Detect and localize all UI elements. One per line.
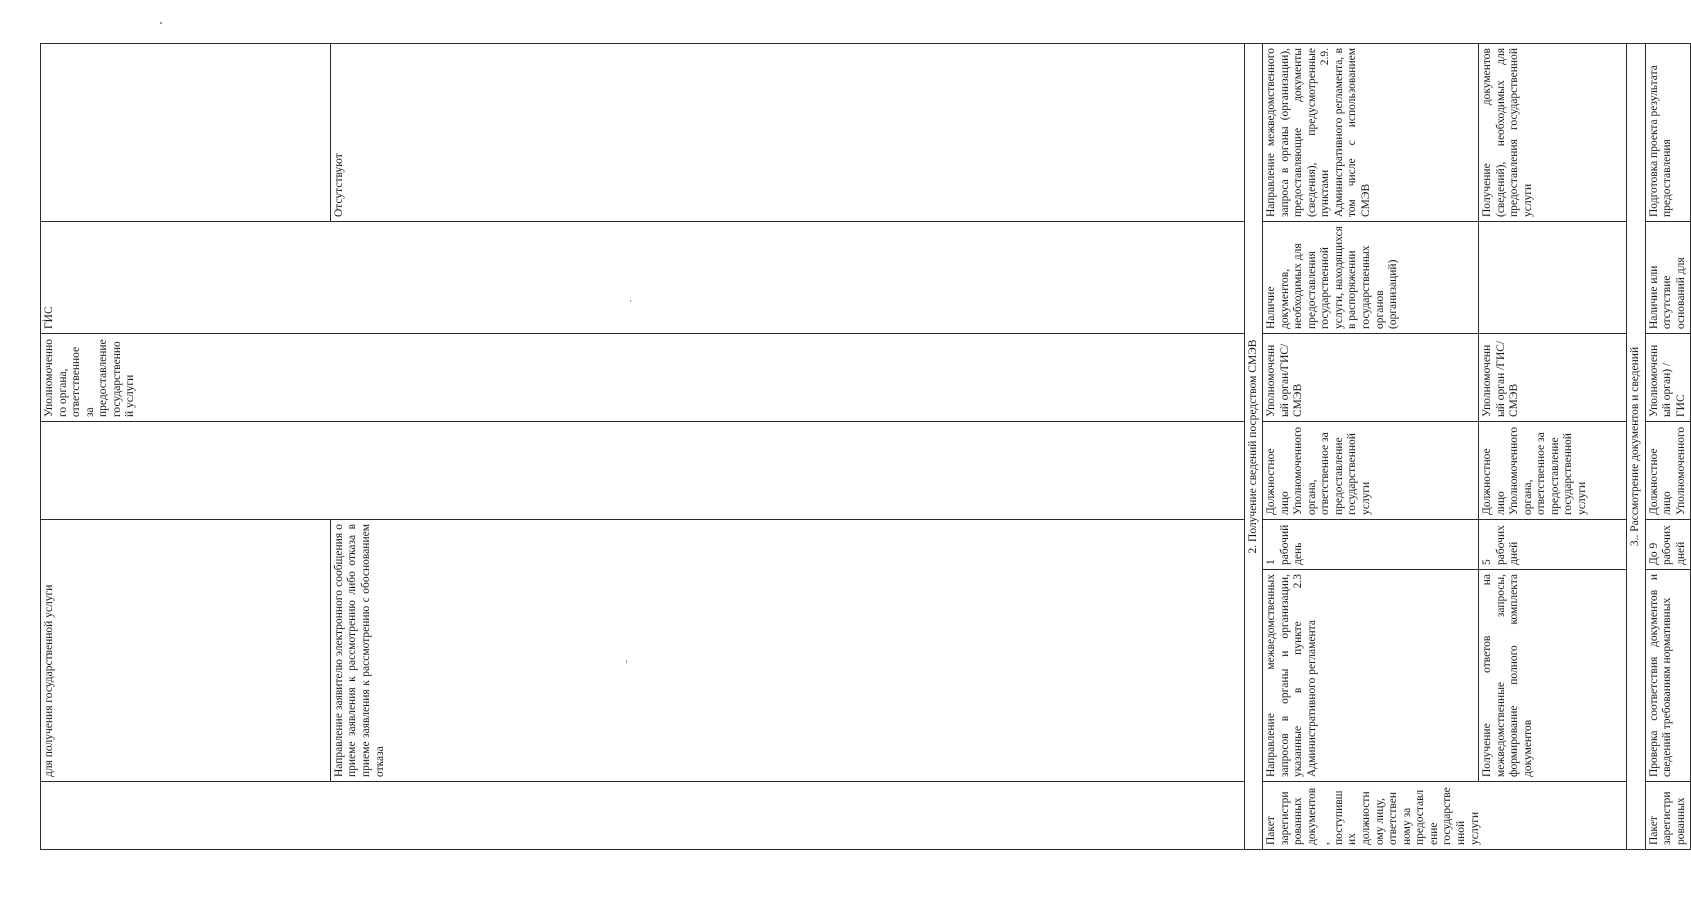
cell-text: Уполномоченный орган) / ГИС	[1645, 334, 1691, 422]
cell-text: Подготовка проекта результата предоставления	[1645, 44, 1691, 222]
section-heading-row	[1627, 44, 1646, 850]
cell-text: Должностное лицо Уполномоченного	[1645, 422, 1691, 520]
section-title: 3.. Рассмотрение документов и сведений	[1627, 44, 1646, 850]
cell-text: Направление межведомственных запросов в органы и организации, указанные в пункте 2.3 Административного регламента	[1263, 570, 1479, 782]
section-title: 2. Получение сведений посредством СМЭВ	[1244, 44, 1263, 850]
cell-text: Получение ответов на межведомственные запросы, формирование полного комплекта документов	[1479, 570, 1627, 782]
cell-text: Пакет зарегистрированных	[1645, 782, 1691, 850]
table-row	[1479, 44, 1627, 850]
cell-text: для получения государственной услуги	[41, 520, 331, 782]
cell-text: Наличие или отсутствие оснований для	[1645, 222, 1691, 334]
cell-text: Уполномоченный орган /ГИС/ СМЭВ	[1479, 334, 1627, 422]
cell-text: Направление заявителю электронного сообщения о приеме заявления к рассмотрению либо отказа в приеме заявления к рассмотрению с обоснованием отказа	[330, 520, 1244, 782]
cell-text: 1 рабочий день	[1263, 520, 1479, 570]
cell-text: Получение документов (сведений), необходимых для предоставления государственной услуги	[1479, 44, 1627, 222]
cell-text: Уполномоченный орган/ГИС/ СМЭВ	[1263, 334, 1479, 422]
cell-text: Должностное лицо Уполномоченного органа, ответственное за предоставление государственной услуги	[1479, 422, 1627, 520]
table-row	[1263, 44, 1479, 850]
cell-text: Проверка соответствия документов и сведений требованиям нормативных	[1645, 570, 1691, 782]
cell-text: Уполномоченного органа, ответственное за предоставление государственной услуги	[41, 334, 1245, 422]
cell-empty	[41, 44, 331, 222]
cell-text: Отсутствуют	[330, 44, 1244, 222]
cell-text: До 9 рабочих дней	[1645, 520, 1691, 570]
cell-text: Должностное лицо Уполномоченного органа, ответственное за предоставление государственной услуги	[1263, 422, 1479, 520]
cell-text: Пакет зарегистрированных документов, поступивших должностному лицу, ответственному за предоставление государственной услуги	[1263, 782, 1627, 850]
table-row	[1645, 44, 1691, 850]
cell-text: Наличие документов, необходимых для предоставления государственной услуги, находящихся в распоряжении государственных органов (организаций)	[1263, 222, 1479, 334]
cell-text: Направление межведомственного запроса в органы (организации), предоставляющие документы (сведения), предусмотренные пунктами 2.9. Административного регламента, в том числе с использованием СМЭВ	[1263, 44, 1479, 222]
cell-empty	[41, 422, 1245, 520]
section-heading-row	[1244, 44, 1263, 850]
cell-text: ГИС	[41, 222, 1245, 334]
cell-text: 5 рабочих дней	[1479, 520, 1627, 570]
table-row	[41, 44, 331, 850]
cell-empty	[41, 782, 1245, 850]
cell-empty	[1479, 222, 1627, 334]
procedure-table	[40, 43, 1691, 850]
